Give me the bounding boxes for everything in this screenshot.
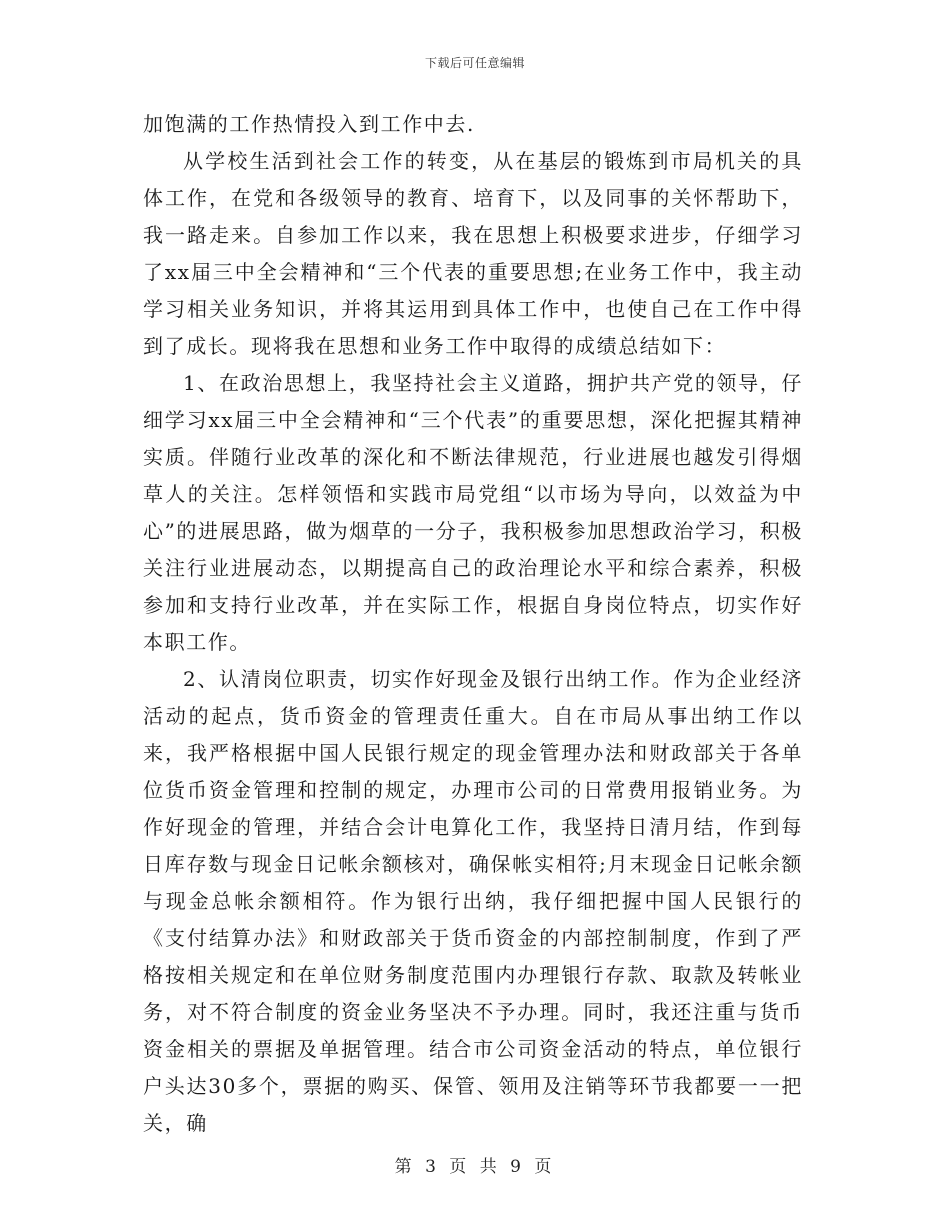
document-body	[143, 106, 803, 1142]
paragraph-cashier-duties: 2、认清岗位职责，切实作好现金及银行出纳工作。作为企业经济活动的起点，货币资金的管理责任重大。自在市局从事出纳工作以来，我严格根据中国人民银行规定的现金管理办法和财政部关于各单位货币资金管理和控制的规定，办理市公司的日常费用报销业务。为作好现金的管理，并结合会计电算化工作，我坚持日清月结，作到每日库存数与现金日记帐余额核对，确保帐实相符;月末现金日记帐余额与现金总帐余额相符。作为银行出纳，我仔细把握中国人民银行的《支付结算办法》和财政部关于货币资金的内部控制制度，作到了严格按相关规定和在单位财务制度范围内办理银行存款、取款及转帐业务，对不符合制度的资金业务坚决不予办理。同时，我还注重与货币资金相关的票据及单据管理。结合市公司资金活动的特点，单位银行户头达30多个，票据的购买、保管、领用及注销等环节我都要一一把关，确	[143, 667, 803, 1135]
paragraph-political-thought: 1、在政治思想上，我坚持社会主义道路，拥护共产党的领导，仔细学习xx届三中全会精神和“三个代表”的重要思想，深化把握其精神实质。伴随行业改革的深化和不断法律规范，行业进展也越发引得烟草人的关注。怎样领悟和实践市局党组“以市场为导向，以效益为中心”的进展思路，做为烟草的一分子，我积极参加思想政治学习，积极关注行业进展动态，以期提高自己的政治理论水平和综合素养，积极参加和支持行业改革，并在实际工作，根据自身岗位特点，切实作好本职工作。	[143, 371, 803, 654]
paragraph-intro: 从学校生活到社会工作的转变，从在基层的锻炼到市局机关的具体工作，在党和各级领导的教育、培育下，以及同事的关怀帮助下，我一路走来。自参加工作以来，我在思想上积极要求进步，仔细学习了xx届三中全会精神和“三个代表的重要思想;在业务工作中，我主动学习相关业务知识，并将其运用到具体工作中，也使自己在工作中得到了成长。现将我在思想和业务工作中取得的成绩总结如下：	[143, 149, 803, 358]
page-header: 下载后可任意编辑	[424, 56, 525, 70]
page-footer: 第 3 页 共 9 页	[394, 1157, 556, 1177]
paragraph-continuation: 加饱满的工作热情投入到工作中去.	[143, 112, 475, 136]
